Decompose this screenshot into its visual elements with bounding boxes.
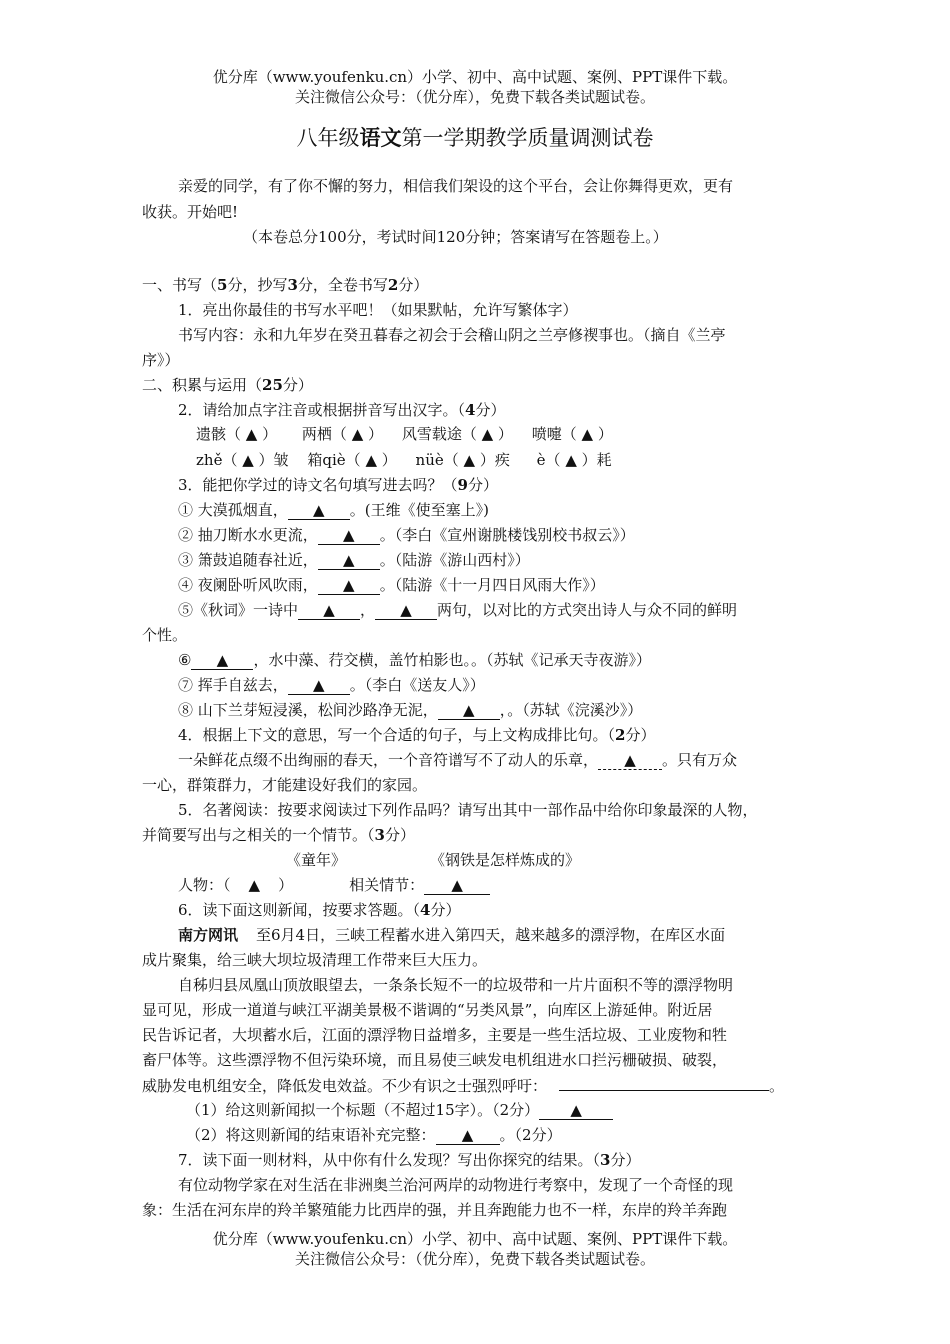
question-6-1: （1）给这则新闻拟一个标题（不超过15字）。（2分） ▲ [186, 1099, 613, 1121]
answer-blank[interactable]: ▲ [318, 576, 380, 595]
footer-line-1: 优分库（www.youfenku.cn）小学、初中、高中试题、案例、PPT课件下载。 [212, 1230, 738, 1248]
news-line-6: 畜尸体等。这些漂浮物不但污染环境，而且易使三峡发电机组进水口拦污栅破损、破裂， [142, 1051, 728, 1069]
book-1: 《童年》 [286, 851, 347, 869]
answer-blank[interactable]: ▲ [318, 526, 380, 545]
poem-4: ④ 夜阑卧听风吹雨， ▲ 。（陆游《十一月四日风雨大作》） [178, 576, 605, 594]
title-suffix: 第一学期教学质量调测试卷 [401, 126, 654, 150]
answer-blank[interactable]: ▲ [539, 1101, 613, 1120]
q2-word-3: 风雪载途 [401, 425, 462, 443]
header-line-1: 优分库（www.youfenku.cn）小学、初中、高中试题、案例、PPT课件下载。 [212, 68, 738, 86]
poem-6: ⑥ ▲ ，水中藻、荇交横，盖竹柏影也。。（苏轼《记承天寺夜游》） [178, 651, 651, 669]
news-line-3: 自秭归县凤凰山顶放眼望去，一条条长短不一的垃圾带和一片片面积不等的漂浮物明 [178, 976, 734, 994]
answer-blank[interactable] [559, 1074, 769, 1091]
answer-blank[interactable]: ▲ [436, 1126, 500, 1145]
poem-7: ⑦ 挥手自兹去， ▲ 。（李白《送友人》） [178, 676, 485, 694]
poem-1: ① 大漠孤烟直， ▲ 。(王维《使至塞上》) [178, 501, 489, 519]
header-line-2: 关注微信公众号：（优分库），免费下载各类试题试卷。 [294, 88, 655, 106]
question-4: 4．根据上下文的意思，写一个合适的句子，与上文构成排比句。（2分） [178, 726, 656, 744]
question-7-text-2: 象：生活在河东岸的羚羊繁殖能力比西岸的强，并且奔跑能力也不一样，东岸的羚羊奔跑 [142, 1201, 728, 1219]
news-line-2: 成片聚集，给三峡大坝垃圾清理工作带来巨大压力。 [142, 951, 488, 969]
question-7-text-1: 有位动物学家在对生活在非洲奥兰治河两岸的动物进行考察中，发现了一个奇怪的现 [178, 1176, 734, 1194]
question-2-row-2: zhě（ ▲ ）皱 箱qiè（ ▲ ） nüè（ ▲ ）疾 è（ ▲ ）耗 [196, 451, 612, 469]
answer-blank[interactable]: ▲ [598, 751, 662, 770]
answer-blank[interactable]: ▲ [288, 676, 350, 695]
news-line-1: 南方网讯 至6月4日，三峡工程蓄水进入第四天，越来越多的漂浮物，在库区水面 [178, 926, 726, 944]
intro-line-2: 收获。开始吧! [142, 203, 239, 221]
q2-word-2: 两栖 [301, 425, 332, 443]
poem-3: ③ 箫鼓追随春社近， ▲ 。（陆游《游山西村》） [178, 551, 530, 569]
question-2-row-1: 遗骸（ ▲ ） 两栖（ ▲ ） 风雪载途（ ▲ ） 喷嚏（ ▲ ） [196, 425, 613, 443]
answer-blank[interactable]: ▲ [438, 701, 500, 720]
poem-2: ② 抽刀断水水更流， ▲ 。（李白《宣州谢朓楼饯别校书叔云》） [178, 526, 635, 544]
book-2: 《钢铁是怎样炼成的》 [430, 851, 581, 869]
poem-8: ⑧ 山下兰芽短浸溪，松间沙路净无泥， ▲ ，。（苏轼《浣溪沙》） [178, 701, 643, 719]
question-7: 7．读下面一则材料，从中你有什么发现？写出你探究的结果。（3分） [178, 1151, 641, 1169]
question-5: 5．名著阅读：按要求阅读过下列作品吗？请写出其中一部作品中给你印象最深的人物， [178, 801, 758, 819]
news-line-7: 威胁发电机组安全，降低发电效益。不少有识之士强烈呼吁： 。 [142, 1074, 784, 1097]
answer-blank[interactable]: ▲ [191, 651, 253, 670]
answer-blank[interactable]: ▲ [424, 876, 490, 895]
poem-5: ⑤《秋词》一诗中 ▲ ， ▲ 两句，以对比的方式突出诗人与众不同的鲜明 [178, 601, 738, 619]
writing-content-1: 书写内容：永和九年岁在癸丑暮春之初会于会稽山阴之兰亭修禊事也。（摘自《兰亭 [178, 326, 726, 344]
intro-note: （本卷总分100分，考试时间120分钟；答案请写在答题卷上。） [243, 228, 668, 246]
title-subject: 语文 [359, 125, 402, 150]
page-title [0, 123, 950, 153]
intro-line-1: 亲爱的同学，有了你不懈的努力，相信我们架设的这个平台，会让你舞得更欢，更有 [178, 177, 734, 195]
question-6-2: （2）将这则新闻的结束语补充完整： ▲ 。（2分） [186, 1126, 562, 1144]
news-line-5: 民告诉记者，大坝蓄水后，江面的漂浮物日益增多，主要是一些生活垃圾、工业废物和牲 [142, 1026, 728, 1044]
question-4-text-1: 一朵鲜花点缀不出绚丽的春天，一个音符谱写不了动人的乐章， ▲ 。只有万众 [178, 751, 738, 769]
question-3: 3．能把你学过的诗文名句填写进去吗？（9分） [178, 476, 498, 494]
news-line-4: 显可见，形成一道道与峡江平湖美景极不谐调的“另类风景”，向库区上游延伸。附近居 [142, 1001, 713, 1019]
answer-blank[interactable]: ▲ [288, 501, 350, 520]
question-2: 2．请给加点字注音或根据拼音写出汉字。（4分） [178, 401, 506, 419]
title-prefix: 八年级 [296, 126, 360, 150]
question-4-text-2: 一心，群策群力，才能建设好我们的家园。 [142, 776, 428, 794]
question-6: 6．读下面这则新闻，按要求答题。（4分） [178, 901, 461, 919]
answer-blank[interactable]: ▲ [375, 601, 437, 620]
answer-blank[interactable]: ▲ [318, 551, 380, 570]
footer-line-2: 关注微信公众号：（优分库），免费下载各类试题试卷。 [294, 1250, 655, 1268]
q2-word-4: 喷嚏 [531, 425, 562, 443]
question-5-answer: 人物：（ ▲ ） 相关情节： ▲ [178, 874, 490, 896]
question-5-cont: 并简要写出与之相关的一个情节。（3分） [142, 826, 415, 844]
question-1: 1．亮出你最佳的书写水平吧！（如果默帖，允许写繁体字） [178, 301, 578, 319]
q2-word-1: 遗骸 [196, 425, 227, 443]
writing-content-2: 序》） [142, 351, 180, 369]
section-1-heading: 一、书写（5分，抄写3分，全卷书写2分） [142, 276, 429, 294]
answer-blank[interactable]: ▲ [298, 601, 360, 620]
section-2-heading: 二、积累与运用（25分） [142, 376, 313, 394]
poem-5-cont: 个性。 [142, 626, 188, 644]
